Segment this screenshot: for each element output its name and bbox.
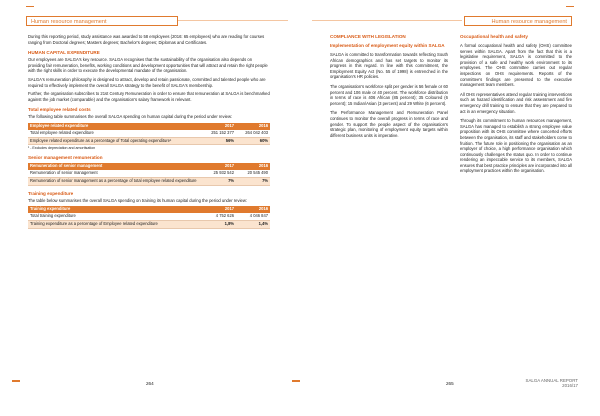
right-page: [300, 0, 600, 416]
table-cell: 4 046 847: [236, 213, 270, 220]
training-table: [28, 206, 270, 228]
page-header-tab: Human resource management: [464, 16, 572, 26]
senior-management-table: [28, 163, 270, 185]
crop-mark: [26, 6, 34, 7]
senior-management-heading: Senior management remuneration: [28, 155, 103, 161]
table-cell: 264 042 403: [236, 130, 270, 137]
ohs-heading: Occupational health and safety: [460, 34, 528, 39]
employment-equity-subheading: Implementation of employment equity within SALGA: [330, 43, 445, 48]
employee-expenditure-table: [28, 123, 270, 145]
table-cell: Training expenditure as a percentage of Employee related expenditure: [28, 220, 202, 228]
table-row: [28, 130, 270, 137]
equity-paragraph-3: The Performance Management and Remuneration Panel continues to monitor the overall progress in terms of race and gender. To support the people aspect of the organisation's strategic plan, monitoring of employment equity targets within different business units is imperative.: [330, 110, 448, 138]
hr-paragraph-2: SALGA's remuneration philosophy is designed to attract, develop and retain passionate, committed and talented people who are required to effectively implement the overall SALGA strategy to the benefit of SALGA's membership.: [28, 76, 266, 88]
table-header-row: [28, 206, 270, 213]
table-row: [28, 137, 270, 145]
table-cell: 56%: [202, 137, 236, 145]
table-header-cell: 2016: [236, 163, 270, 170]
report-title: [526, 378, 578, 388]
table-cell: 251 152 377: [202, 130, 236, 137]
crop-mark: [566, 6, 574, 7]
training-intro: The table below summarises the overall SALGA spending on training its human capital during the period under review:: [28, 197, 248, 203]
table-row: [28, 220, 270, 228]
ohs-paragraph-1: A formal occupational health and safety (OHS) committee serves within SALGA. Apart from the fact that this is a legislative requirement, SALGA is committed to the provision of a safe and healthy work environment to its employees. The OHS committee carries out regular inspections on OHS requirements. Reports of the committee's findings are presented to the executive management team members.: [460, 43, 572, 88]
table-cell: 20 545 490: [236, 170, 270, 177]
table-cell: Total employee related expenditure: [28, 130, 202, 137]
table-header-cell: Employee related expenditure: [28, 123, 202, 130]
page-number: 264: [146, 381, 154, 386]
table-header-row: [28, 163, 270, 170]
page-header-tab: Human resource management: [26, 16, 178, 26]
report-title-line-1: SALGA ANNUAL REPORT: [525, 377, 578, 383]
hr-paragraph-1: Our employees are SALGA's key resource. SALGA recognises that the sustainability of the organisation also depends on providing fair remuneration, benefits, working conditions and development opportunities that will attract and retain the right people with the right skills in order to execute the developmental mandate of the organisation.: [28, 57, 268, 74]
training-heading: Training expenditure: [28, 190, 74, 196]
table-cell: Remuneration of senior management: [28, 170, 202, 177]
header-rule: [312, 20, 462, 21]
table-cell: 7%: [236, 177, 270, 185]
equity-paragraph-2: The organisation's workforce split per gender is 56 female or 60 percent and 106 male or 40 percent. The workforce distribution in terms of race is 406 African (85 percent); 35 Coloured (6 percent); 15 Indian/Asian (3 percent) and 29 White (6 percent).: [330, 83, 448, 106]
table-cell: 4 752 626: [202, 213, 236, 220]
footer-accent: [12, 380, 20, 382]
table-header-cell: 2017: [202, 123, 236, 130]
ohs-paragraph-2: All OHS representatives attend regular training interventions such as hazard identification and risk assessment and fire emergency drill training to ensure that they are prepared to act in an emergency situation.: [460, 91, 572, 114]
table-row: [28, 170, 270, 177]
hr-paragraph-3: Further, the organisation subscribes to 21st Century Remuneration in order to ensure that remuneration at SALGA is benchmarked against the job market (comparable) and the organisation's salary framework is relevant.: [28, 91, 270, 102]
study-assistance-paragraph: During this reporting period, study assistance was awarded to 58 employees (2016: 65 employees) who are reading for courses ranging from Doctoral degrees; Masters degrees; Bachelor's degrees; Diplomas and Certificates.: [28, 34, 265, 45]
table-header-cell: 2016: [236, 206, 270, 213]
ohs-paragraph-3: Through its commitment to human resources management, SALGA has managed to establish a strong employee value proposition with its OHS committee where concerted efforts between the organisation, its staff and stakeholders come to fruition. The future role in positioning the organisation as an employer of choice, a high performance organisation which continuously challenges the status quo. In order to continue rendering an impeccable service to its members, SALGA ensures that best practice principles are incorporated into all employment practices within the organisation.: [460, 118, 572, 174]
table-cell: 1,8%: [202, 220, 236, 228]
table-footnote: ¹ - Excludes depreciation and amortisation: [28, 146, 96, 151]
compliance-heading: COMPLIANCE WITH LEGISLATION: [330, 34, 406, 39]
right-column-1: [330, 34, 448, 138]
table-header-cell: Remuneration of senior management: [28, 163, 202, 170]
total-costs-heading: Total employee related costs: [28, 107, 91, 113]
table-cell: 7%: [202, 177, 236, 185]
page-number: 265: [446, 381, 454, 386]
table-header-cell: Training expenditure: [28, 206, 202, 213]
total-costs-intro: The following table summarises the overall SALGA spending on human capital during the period under review:: [28, 114, 233, 120]
right-column-2: [460, 34, 572, 174]
left-content: [28, 34, 270, 229]
table-cell: Employee related expenditure as a percentage of Total operating expenditure¹: [28, 137, 202, 145]
table-cell: 1,4%: [236, 220, 270, 228]
table-row: [28, 177, 270, 185]
footer-accent: [292, 380, 300, 382]
report-title-line-2: 2016/17: [562, 382, 578, 388]
table-cell: 25 932 542: [202, 170, 236, 177]
table-row: [28, 213, 270, 220]
table-header-cell: 2017: [202, 163, 236, 170]
hr-expenditure-heading: HUMAN CAPITAL EXPENDITURE: [28, 50, 100, 56]
header-rule: [178, 20, 288, 21]
table-header-cell: 2016: [236, 123, 270, 130]
table-cell: Remuneration of senior management as a percentage of total employee related expenditure: [28, 177, 202, 185]
equity-paragraph-1: SALGA is committed to transformation towards reflecting South African demographics and has set targets to monitor its progress in this regard. In line with this commitment, the Employment Equity Act (No. 55 of 1998) is entrenched in the organisation's HR policies.: [330, 52, 448, 80]
table-cell: Total training expenditure: [28, 213, 202, 220]
table-header-row: [28, 123, 270, 130]
table-header-cell: 2017: [202, 206, 236, 213]
table-cell: 60%: [236, 137, 270, 145]
